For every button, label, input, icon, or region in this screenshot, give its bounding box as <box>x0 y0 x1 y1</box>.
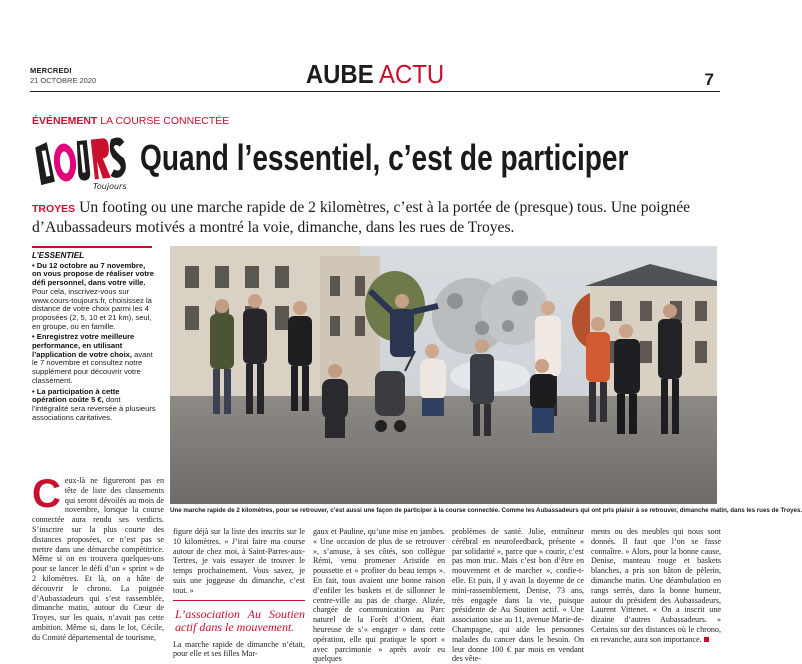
logo-tagline: Toujours <box>93 182 127 191</box>
article-end-mark <box>704 637 709 642</box>
dateline-location: TROYES <box>32 203 76 215</box>
article-headline: Quand l’essentiel, c’est de participer <box>140 137 629 178</box>
article-column-1 <box>32 472 164 643</box>
section-title-light: ACTU <box>378 59 445 89</box>
essentials-box <box>32 252 156 424</box>
section-title-bold: AUBE <box>305 59 374 89</box>
essentials-item-text: avant le 7 novembre et consultez notre supplément pour découvrir votre classement. <box>32 349 153 385</box>
column-text: La marche rapide de dimanche n’était, pour elle et ses filles Mar- <box>173 639 305 659</box>
essentials-item-text: Pour cela, inscrivez-vous sur www.cours-toujours.fr, choisissez la distance de votre choix parmi les 4 proposées (2, 5, 10 et 21 km), seul, en groupe, ou en famille. <box>32 286 152 331</box>
issue-day: MERCREDI <box>30 66 72 75</box>
issue-date: 21 OCTOBRE 2020 <box>30 76 97 85</box>
essentials-item-bold: • Du 12 octobre au 7 novembre, on vous propose de réaliser votre défi personnel, dans votre ville. <box>32 260 154 288</box>
essentials-item <box>32 333 156 385</box>
header-rule <box>30 91 720 92</box>
essentials-item <box>32 262 156 332</box>
essentials-item-text: dont l’intégralité sera reversée à plusieurs associations caritatives. <box>32 395 156 422</box>
lead-text: Un footing ou une marche rapide de 2 kilomètres, c’est à la portée de (presque) tous. Une poignée d’Aubassadeurs motivés a montré la voie, dimanche, dans les rues de Troyes. <box>32 199 691 236</box>
essentials-item <box>32 388 156 423</box>
kicker-topic: LA COURSE CONNECTÉE <box>100 115 230 127</box>
column-text: eux-là ne figureront pas en tête de liste des classements qui seront dévoilés au mois de novembre, lorsque la course connectée aura rendu ses verdicts. S’inscrire sur la plus courte des distances proposées, ce n’est pas se mettre dans une démarche compétitrice. Même si on en trouvera quelques-uns pour se lancer le défi d’un « sprint » de 2 kilomètres. Et là, on a hâte de découvrir le chrono. La poignée d’Aubassadeurs qui s’est rassemblée, dimanche matin, autour du Cœur de Troyes, sur les quais, n’avait pas cette ambition. Même si, dans le lot, Cécile, du Comité départemental de tourisme, <box>32 476 164 642</box>
group-photo <box>170 246 717 504</box>
column-text: problèmes de santé. Julie, entraîneur cérébral en neurofeedback, présente « par solidarité », parce que « courir, c’est pas mon truc. Mais c’est bon d’être en mouvement et de marcher », confie-t-elle. Et puis, il y avait la doyenne de ce mini-rassemblement, Denise, 73 ans, très engagée dans la vie, puisque présidente de Au Soutien actif. « Une association sise au 11, avenue Marie-de-Champagne, qui aide les personnes malades du cancer dans le besoin. On leur donne 100 € par mois en vendant des vête- <box>452 527 584 664</box>
article-column-5 <box>591 527 721 645</box>
column-text: gaux et Pauline, qu’une mise en jambes. « Une occasion de plus de se retrouver », s’amuse, à ses côtés, son collègue Rémi, venu promener Aristide en poussette et « profiter du beau temps ». En fait, tous avaient une bonne raison d’enfiler les baskets et de sillonner le centre-ville au pas de charge. Alizée, chargée de communication au Parc naturel de la Forêt d’Orient, était heureuse de s’« engager » dans cette opération, elle qui pratique le sport « avec parcimonie » après avoir eu quelques <box>313 527 445 664</box>
article-kicker <box>32 115 229 127</box>
photo-caption: Une marche rapide de 2 kilomètres, pour se retrouver, c’est aussi une façon de participer à la course connectée. Comme les Aubassadeurs qui ont pris plaisir à se retrouver, dimanche matin, dans les rues de Troyes. <box>170 507 802 514</box>
column-text: ments ou des meubles qui nous sont donnés. Il faut que l’on se fasse connaître. » Alors, pour la bonne cause, Denise, manteau rouge et baskets blanches, a pris son bâton de pèlerin, dimanche matin. Une déambulation en rangs serrés, dans la bonne humeur, autour du président des Aubassadeurs, Laurent Vittenet. « On a inscrit une dizaine d’autres Aubassadeurs. » Certains sur des distances où le chrono, en revanche, aura son importance. <box>591 527 721 644</box>
pull-quote: L’association Au Soutien actif dans le mouvement. <box>175 606 305 634</box>
cours-toujours-logo <box>31 133 128 191</box>
essentials-title: L’ESSENTIEL <box>32 251 85 260</box>
article-lead <box>32 199 722 237</box>
page-number: 7 <box>704 70 714 89</box>
essentials-item-bold: • Enregistrez votre meilleure performance, en utilisant l’application de votre choix, <box>32 332 135 359</box>
kicker-category: ÉVÉNEMENT <box>32 115 98 127</box>
article-column-3 <box>313 527 445 664</box>
drop-cap: C <box>32 472 61 516</box>
article-column-4 <box>452 527 584 664</box>
article-column-2 <box>173 527 305 659</box>
essentials-item-bold: • La participation à cette opération coûte 5 €, <box>32 386 120 405</box>
sidebar-rule <box>32 246 152 248</box>
pull-quote-rule <box>173 600 305 634</box>
column-text: figure déjà sur la liste des inscrits sur le 10 kilomètres. « J’irai faire ma course autour de chez moi, à Saint-Parres-aux-Tertres, je vais essayer de trouver le temps prochainement. Vous savez, je suis une joggeuse du dimanche, c’est tout. » <box>173 527 305 595</box>
section-title <box>30 60 720 88</box>
